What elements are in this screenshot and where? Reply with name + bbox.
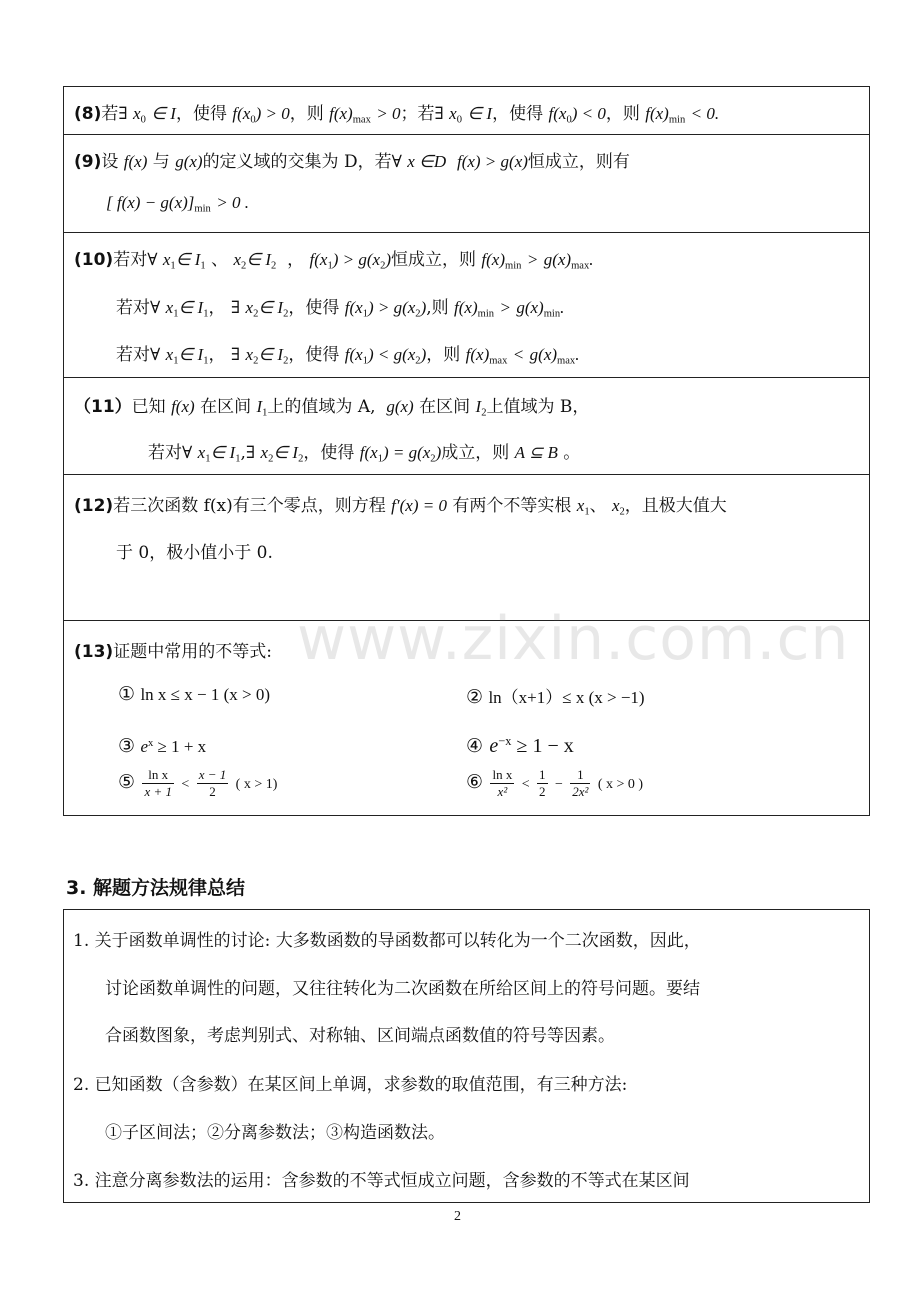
inequality-5: ⑤ $\frac{\text{ln x}}{x + 1}$ < $\frac{x - 1}{2}$ ( x > 1) <box>118 767 278 799</box>
watermark: www.zixin.com.cn <box>297 604 850 674</box>
item-label: (8) <box>74 104 102 124</box>
summary-paragraph-1: 1. 关于函数单调性的讨论: 大多数函数的导函数都可以转化为一个二次函数，因此， <box>73 931 701 951</box>
inequality-4: ④ $e^{-x} \ge 1 - x$ <box>466 734 574 757</box>
inequality-3: ③ $e^x \ge 1 + x$ <box>118 735 207 757</box>
item-12: (12)若三次函数 f(x)有三个零点，则方程 f′(x) = 0 有两个不等实根 $x_1$、 $x_2$，且极大值大 于 0，极小值小于 0. <box>64 475 869 621</box>
item-label: (13) <box>74 642 114 662</box>
item-label: (12) <box>74 496 114 516</box>
inequality-1: ① ln x ≤ x − 1 (x > 0) <box>118 683 271 705</box>
page-number: 2 <box>454 1209 461 1224</box>
item-label: (9) <box>74 152 102 172</box>
summary-paragraph-2: 2. 已知函数（含参数）在某区间上单调，求参数的取值范围，有三种方法: <box>73 1075 628 1095</box>
item-9: (9)设 f(x) 与 g(x)的定义域的交集为 D，若∀ x ∈D f(x) > g(x)恒成立，则有 [ $f(x) - g(x)]_{min} > 0$ . <box>64 135 869 233</box>
item-10: (10)若对∀ $x_1\in$ $I_1$ 、 $x_2\in$ $I_2$ ， $f(x_1) > g(x_2)$恒成立，则 $f(x)_{min} > g(x)_{max}$. 若对∀ $x_1\in$ $I_1$， ∃ $x_2\in$ $I_2$，使得 $f(x_1) > g(x_2)$,则 $f(x)_{min} > g(x)_{min}$. 若对∀ $x_1\in$ $I_1$， ∃ $x_2\in$ $I_2$，使得 $f(x_1) < g(x_2)$，则 $f(x)_{max} < g(x)_{max}$. <box>64 233 869 378</box>
item-label: （11） <box>74 397 132 417</box>
item-8: (8)若∃ $x_0$ ∈ I，使得 $f(x_0) > 0$，则 $f(x)_{max} > 0$；若∃ $x_0$ ∈ I，使得 $f(x_0) < 0$，则 $f(x)_{min} < 0$. <box>64 87 869 135</box>
section-heading: 3. 解题方法规律总结 <box>66 877 246 899</box>
method-summary-box: 1. 关于函数单调性的讨论: 大多数函数的导函数都可以转化为一个二次函数，因此， 讨论函数单调性的问题，又往往转化为二次函数在所给区间上的符号问题。要结 合函数图象，考虑判别式、对称轴、区间端点函数值的符号等因素。 2. 已知函数（含参数）在某区间上单调，求参数的取值范围，有三种方法: ①子区间法；②分离参数法；③构造函数法。 3. 注意分离参数法的运用：含参数的不等式恒成立问题，含参数的不等式在某区间 <box>63 909 870 1203</box>
properties-table <box>63 86 870 816</box>
item-11: （11）已知 f(x) 在区间 $I_1$上的值域为 A, g(x) 在区间 $I_2$上值域为 B， 若对∀ $x_1\in$ $I_1,\exists$ $x_2\in$ $I_2$，使得 $f(x_1) = g(x_2)$成立，则 A ⊆ B 。 <box>64 378 869 475</box>
inequality-6: ⑥ $\frac{\text{ln x}}{\text{x²}}$ < $\frac{1}{2}$ − $\frac{1}{\text{2x²}}$ ( x > 0 ) <box>466 767 644 799</box>
item-label: (10) <box>74 250 114 270</box>
summary-paragraph-3: 3. 注意分离参数法的运用：含参数的不等式恒成立问题，含参数的不等式在某区间 <box>73 1171 690 1191</box>
inequality-2: ② ln（x+1）≤ x (x > −1) <box>466 686 645 708</box>
item-13: (13)证题中常用的不等式: ① ln x ≤ x − 1 (x > 0) ② ln（x+1）≤ x (x > −1) ③ $e^x \ge 1 + x$ ④ $e^{-x} \ge 1 - x$ ⑤ $\frac{\text{ln x}}{x + 1}$ < $\frac{x - 1}{2}$ ( x > 1) ⑥ $\frac{\text{ln x}}{\text{x²}}$ < $\frac{1}{2}$ − $\frac{1}{\text{2x²}}$ ( x > 0 ) <box>74 642 645 799</box>
